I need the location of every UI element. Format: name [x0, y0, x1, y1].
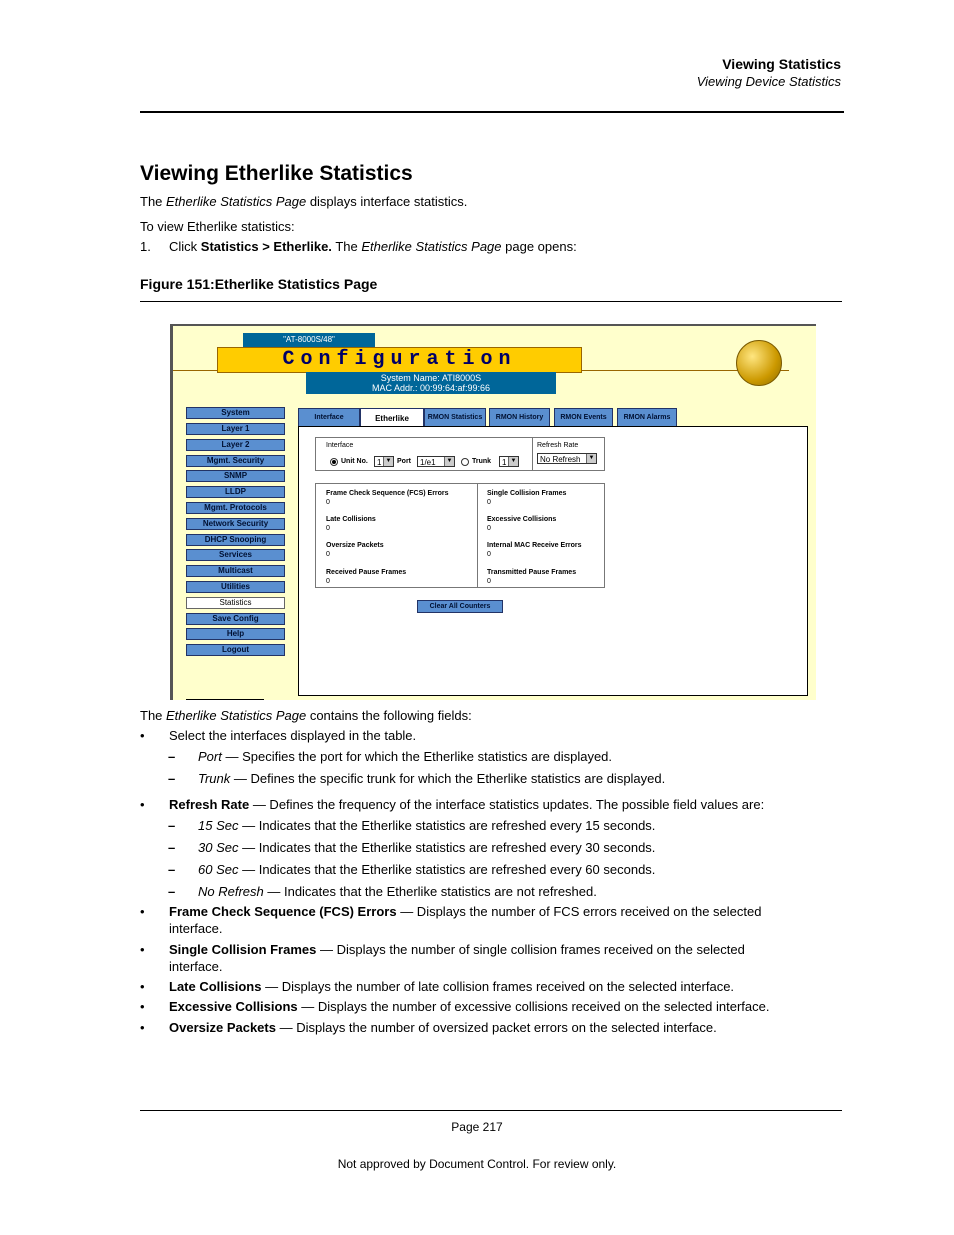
- frame-left-edge: [170, 324, 173, 700]
- running-header-subsection: Viewing Device Statistics: [696, 74, 841, 89]
- bullet-icon: •: [140, 728, 145, 743]
- nav-help[interactable]: Help: [186, 628, 285, 640]
- bullet-icon: •: [140, 904, 145, 919]
- dash-icon: –: [168, 771, 176, 786]
- unit-label: Unit No.: [341, 458, 368, 465]
- intro-paragraph: The Etherlike Statistics Page displays interface statistics.: [140, 194, 468, 209]
- chevron-down-icon: ▼: [508, 457, 518, 466]
- system-info-bar: [306, 372, 556, 394]
- list-subitem: 30 Sec — Indicates that the Etherlike statistics are refreshed every 30 seconds.: [198, 840, 656, 855]
- step-text: Click Statistics > Etherlike. The Etherlike Statistics Page page opens:: [169, 239, 577, 254]
- list-item-continuation: interface.: [169, 921, 223, 936]
- unit-select[interactable]: 1 ▼: [374, 456, 394, 467]
- list-subitem: 15 Sec — Indicates that the Etherlike statistics are refreshed every 15 seconds.: [198, 818, 656, 833]
- step-number: 1.: [140, 239, 151, 254]
- oversize-packets-label: Oversize Packets: [326, 542, 384, 549]
- late-collisions-value: 0: [326, 525, 330, 532]
- nav-system[interactable]: System: [186, 407, 285, 419]
- list-subitem: No Refresh — Indicates that the Etherlike statistics are not refreshed.: [198, 884, 597, 899]
- globe-logo-icon: [736, 340, 782, 386]
- trunk-label: Trunk: [472, 458, 492, 465]
- list-item: Oversize Packets — Displays the number of oversized packet errors on the selected interface.: [169, 1020, 717, 1035]
- refresh-rate-select[interactable]: No Refresh ▼: [537, 453, 597, 464]
- received-pause-frames-value: 0: [326, 578, 330, 585]
- dash-icon: –: [168, 884, 176, 899]
- interface-selector-box: [315, 437, 605, 471]
- transmitted-pause-frames-label: Transmitted Pause Frames: [487, 569, 577, 576]
- single-collision-frames-value: 0: [487, 499, 491, 506]
- nav-layer2[interactable]: Layer 2: [186, 439, 285, 451]
- list-item: Late Collisions — Displays the number of late collision frames received on the selected interface.: [169, 979, 735, 994]
- trunk-select[interactable]: 1 ▼: [499, 456, 519, 467]
- excessive-collisions-label: Excessive Collisions: [487, 516, 557, 523]
- tab-etherlike[interactable]: Etherlike: [360, 408, 424, 428]
- nav-logout[interactable]: Logout: [186, 644, 285, 656]
- list-item-continuation: interface.: [169, 959, 223, 974]
- dash-icon: –: [168, 862, 176, 877]
- bullet-icon: •: [140, 979, 145, 994]
- trunk-radio[interactable]: [461, 458, 469, 466]
- tab-rmon-alarms[interactable]: RMON Alarms: [617, 408, 677, 428]
- nav-network-security[interactable]: Network Security: [186, 518, 285, 530]
- single-collision-frames-label: Single Collision Frames: [487, 490, 567, 497]
- internal-mac-receive-errors-label: Internal MAC Receive Errors: [487, 542, 582, 549]
- nav-underline: [186, 699, 264, 700]
- configuration-banner: Configuration: [217, 347, 582, 373]
- bullet-icon: •: [140, 999, 145, 1014]
- figure-caption: Figure 151:Etherlike Statistics Page: [140, 276, 378, 292]
- statistics-divider: [477, 484, 478, 587]
- received-pause-frames-label: Received Pause Frames: [326, 569, 407, 576]
- oversize-packets-value: 0: [326, 551, 330, 558]
- refresh-rate-label: Refresh Rate: [537, 442, 579, 449]
- nav-services[interactable]: Services: [186, 549, 285, 561]
- page-number: Page 217: [451, 1120, 503, 1134]
- nav-statistics[interactable]: Statistics: [186, 597, 285, 609]
- dash-icon: –: [168, 818, 176, 833]
- bullet-icon: •: [140, 797, 145, 812]
- tab-rmon-statistics[interactable]: RMON Statistics: [424, 408, 486, 428]
- nav-multicast[interactable]: Multicast: [186, 565, 285, 577]
- chevron-down-icon: ▼: [586, 454, 596, 463]
- list-item: Excessive Collisions — Displays the number of excessive collisions received on the selected interface.: [169, 999, 770, 1014]
- nav-lldp[interactable]: LLDP: [186, 486, 285, 498]
- bullet-icon: •: [140, 1020, 145, 1035]
- nav-layer1[interactable]: Layer 1: [186, 423, 285, 435]
- list-subitem: Trunk — Defines the specific trunk for which the Etherlike statistics are displayed.: [198, 771, 666, 786]
- nav-snmp[interactable]: SNMP: [186, 470, 285, 482]
- interface-label: Interface: [326, 442, 354, 449]
- etherlike-statistics-screenshot: [170, 324, 816, 700]
- interface-box-divider: [532, 438, 533, 470]
- fcs-errors-label: Frame Check Sequence (FCS) Errors: [326, 490, 449, 497]
- dash-icon: –: [168, 840, 176, 855]
- tab-rmon-history[interactable]: RMON History: [489, 408, 550, 428]
- dash-icon: –: [168, 749, 176, 764]
- content-panel: [298, 426, 808, 696]
- section-heading: Viewing Etherlike Statistics: [140, 162, 413, 185]
- unit-radio[interactable]: [330, 458, 338, 466]
- running-header-section: Viewing Statistics: [722, 56, 841, 72]
- list-item: Single Collision Frames — Displays the number of single collision frames received on the selected: [169, 942, 745, 957]
- nav-save-config[interactable]: Save Config: [186, 613, 285, 625]
- header-rule: [140, 111, 844, 113]
- chevron-down-icon: ▼: [444, 457, 454, 466]
- system-name: System Name: ATI8000S: [380, 373, 482, 383]
- late-collisions-label: Late Collisions: [326, 516, 376, 523]
- chevron-down-icon: ▼: [383, 457, 393, 466]
- footer-rule: [140, 1110, 842, 1111]
- excessive-collisions-value: 0: [487, 525, 491, 532]
- statistics-box: [315, 483, 605, 588]
- bullet-icon: •: [140, 942, 145, 957]
- list-item: Refresh Rate — Defines the frequency of the interface statistics updates. The possible field values are:: [169, 797, 765, 812]
- list-subitem: 60 Sec — Indicates that the Etherlike statistics are refreshed every 60 seconds.: [198, 862, 656, 877]
- transmitted-pause-frames-value: 0: [487, 578, 491, 585]
- nav-mgmt-protocols[interactable]: Mgmt. Protocols: [186, 502, 285, 514]
- port-select[interactable]: 1/e1 ▼: [417, 456, 455, 467]
- frame-top-edge: [170, 324, 816, 326]
- port-label: Port: [397, 458, 411, 465]
- fields-intro: The Etherlike Statistics Page contains the following fields:: [140, 708, 472, 723]
- nav-dhcp-snooping[interactable]: DHCP Snooping: [186, 534, 285, 546]
- procedure-intro: To view Etherlike statistics:: [140, 219, 295, 234]
- mac-address: MAC Addr.: 00:99:64:af:99:66: [371, 383, 491, 393]
- nav-mgmt-security[interactable]: Mgmt. Security: [186, 455, 285, 467]
- clear-all-counters-button[interactable]: Clear All Counters: [417, 600, 503, 613]
- figure-rule: [140, 301, 842, 302]
- tab-rmon-events[interactable]: RMON Events: [554, 408, 613, 428]
- fcs-errors-value: 0: [326, 499, 330, 506]
- tab-interface[interactable]: Interface: [298, 408, 360, 428]
- list-item: Frame Check Sequence (FCS) Errors — Displays the number of FCS errors received on the selected: [169, 904, 762, 919]
- nav-utilities[interactable]: Utilities: [186, 581, 285, 593]
- internal-mac-receive-errors-value: 0: [487, 551, 491, 558]
- list-item: Select the interfaces displayed in the table.: [169, 728, 417, 743]
- device-model-label: "AT-8000S/48": [243, 333, 375, 347]
- list-subitem: Port — Specifies the port for which the Etherlike statistics are displayed.: [198, 749, 613, 764]
- review-note: Not approved by Document Control. For review only.: [337, 1157, 617, 1171]
